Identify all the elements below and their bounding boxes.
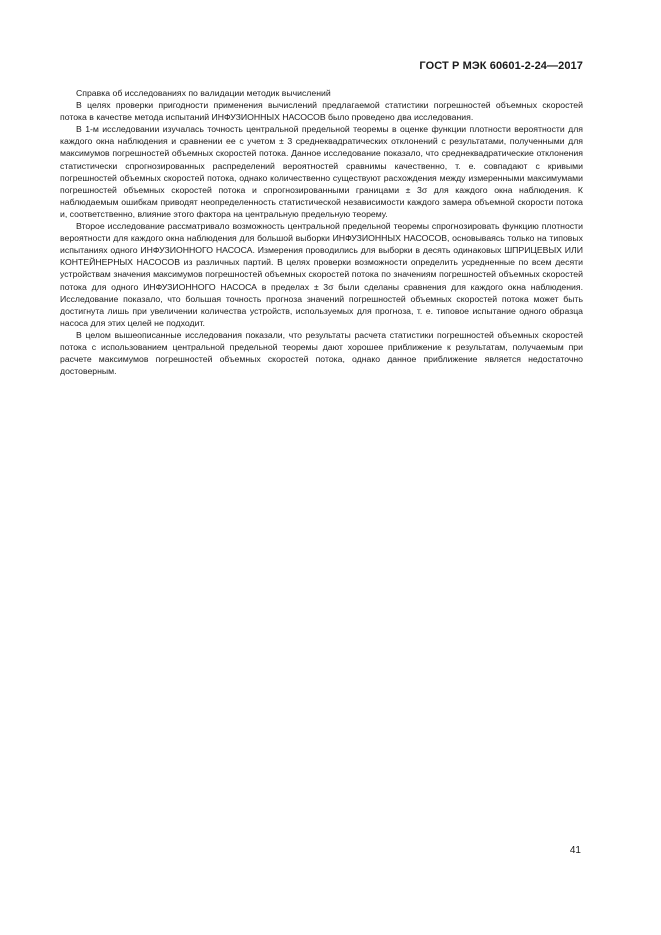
document-body xyxy=(60,87,583,377)
document-standard-code: ГОСТ Р МЭК 60601-2-24—2017 xyxy=(419,60,583,72)
section-subheading: Справка об исследованиях по валидации методик вычислений xyxy=(76,88,331,98)
page-number: 41 xyxy=(569,845,581,856)
paragraph-study-2: Второе исследование рассматривало возможность центральной предельной теоремы спрогнозировать функцию плотности вероятности для каждого окна наблюдения для большой выборки ИНФУЗИОННЫХ НАСОСОВ, основываясь только на типовых испытаниях одного ИНФУЗИОННОГО НАСОСА. Измерения проводились для выборки в десять одинаковых ШПРИЦЕВЫХ ИЛИ КОНТЕЙНЕРНЫХ НАСОСОВ из различных партий. В целях проверки возможности определить усредненные по всем десяти устройствам значения максимумов погрешностей объемных скоростей потока по значениям погрешностей объемных скоростей потока для одного ИНФУЗИОННОГО НАСОСА в пределах ± 3σ были сделаны сравнения для каждого окна наблюдения. Исследование показало, что большая точность прогноза значений погрешностей объемных скоростей потока может быть достигнута лишь при увеличении количества устройств, используемых для прогноза, т. е. типовое испытание одного образца насоса для этих целей не подходит. xyxy=(60,221,583,328)
paragraph-study-1: В 1-м исследовании изучалась точность центральной предельной теоремы в оценке функции плотности вероятности для каждого окна наблюдения и сравнении ее с учетом ± 3 среднеквадратических отклонений с результатами, полученными для максимумов погрешностей объемных скоростей потока. Данное исследование показало, что среднеквадратические отклонения статистически спрогнозированных распределений вероятностей сравнимы качественно, т. е. совпадают с кривыми погрешностей объемных скоростей потока, однако количественно существуют расхождения между измеренными максимумами погрешностей объемных скоростей потока и спрогнозированными границами ± 3σ для каждого окна наблюдения. К наблюдаемым ошибкам приводят неопределенность статистической независимости каждого замера объемной скорости потока и, соответственно, влияние этого фактора на центральную предельную теорему. xyxy=(60,124,583,219)
paragraph-conclusion: В целом вышеописанные исследования показали, что результаты расчета статистики погрешностей объемных скоростей потока с использованием центральной предельной теоремы дают хорошее приближение к результатам, получаемым при расчете максимумов погрешностей объемных скоростей потока, однако данное приближение является недостаточно достоверным. xyxy=(60,329,583,377)
paragraph-purpose: В целях проверки пригодности применения вычислений предлагаемой статистики погрешностей объемных скоростей потока в качестве метода испытаний ИНФУЗИОННЫХ НАСОСОВ было проведено два исследования. xyxy=(60,100,583,123)
